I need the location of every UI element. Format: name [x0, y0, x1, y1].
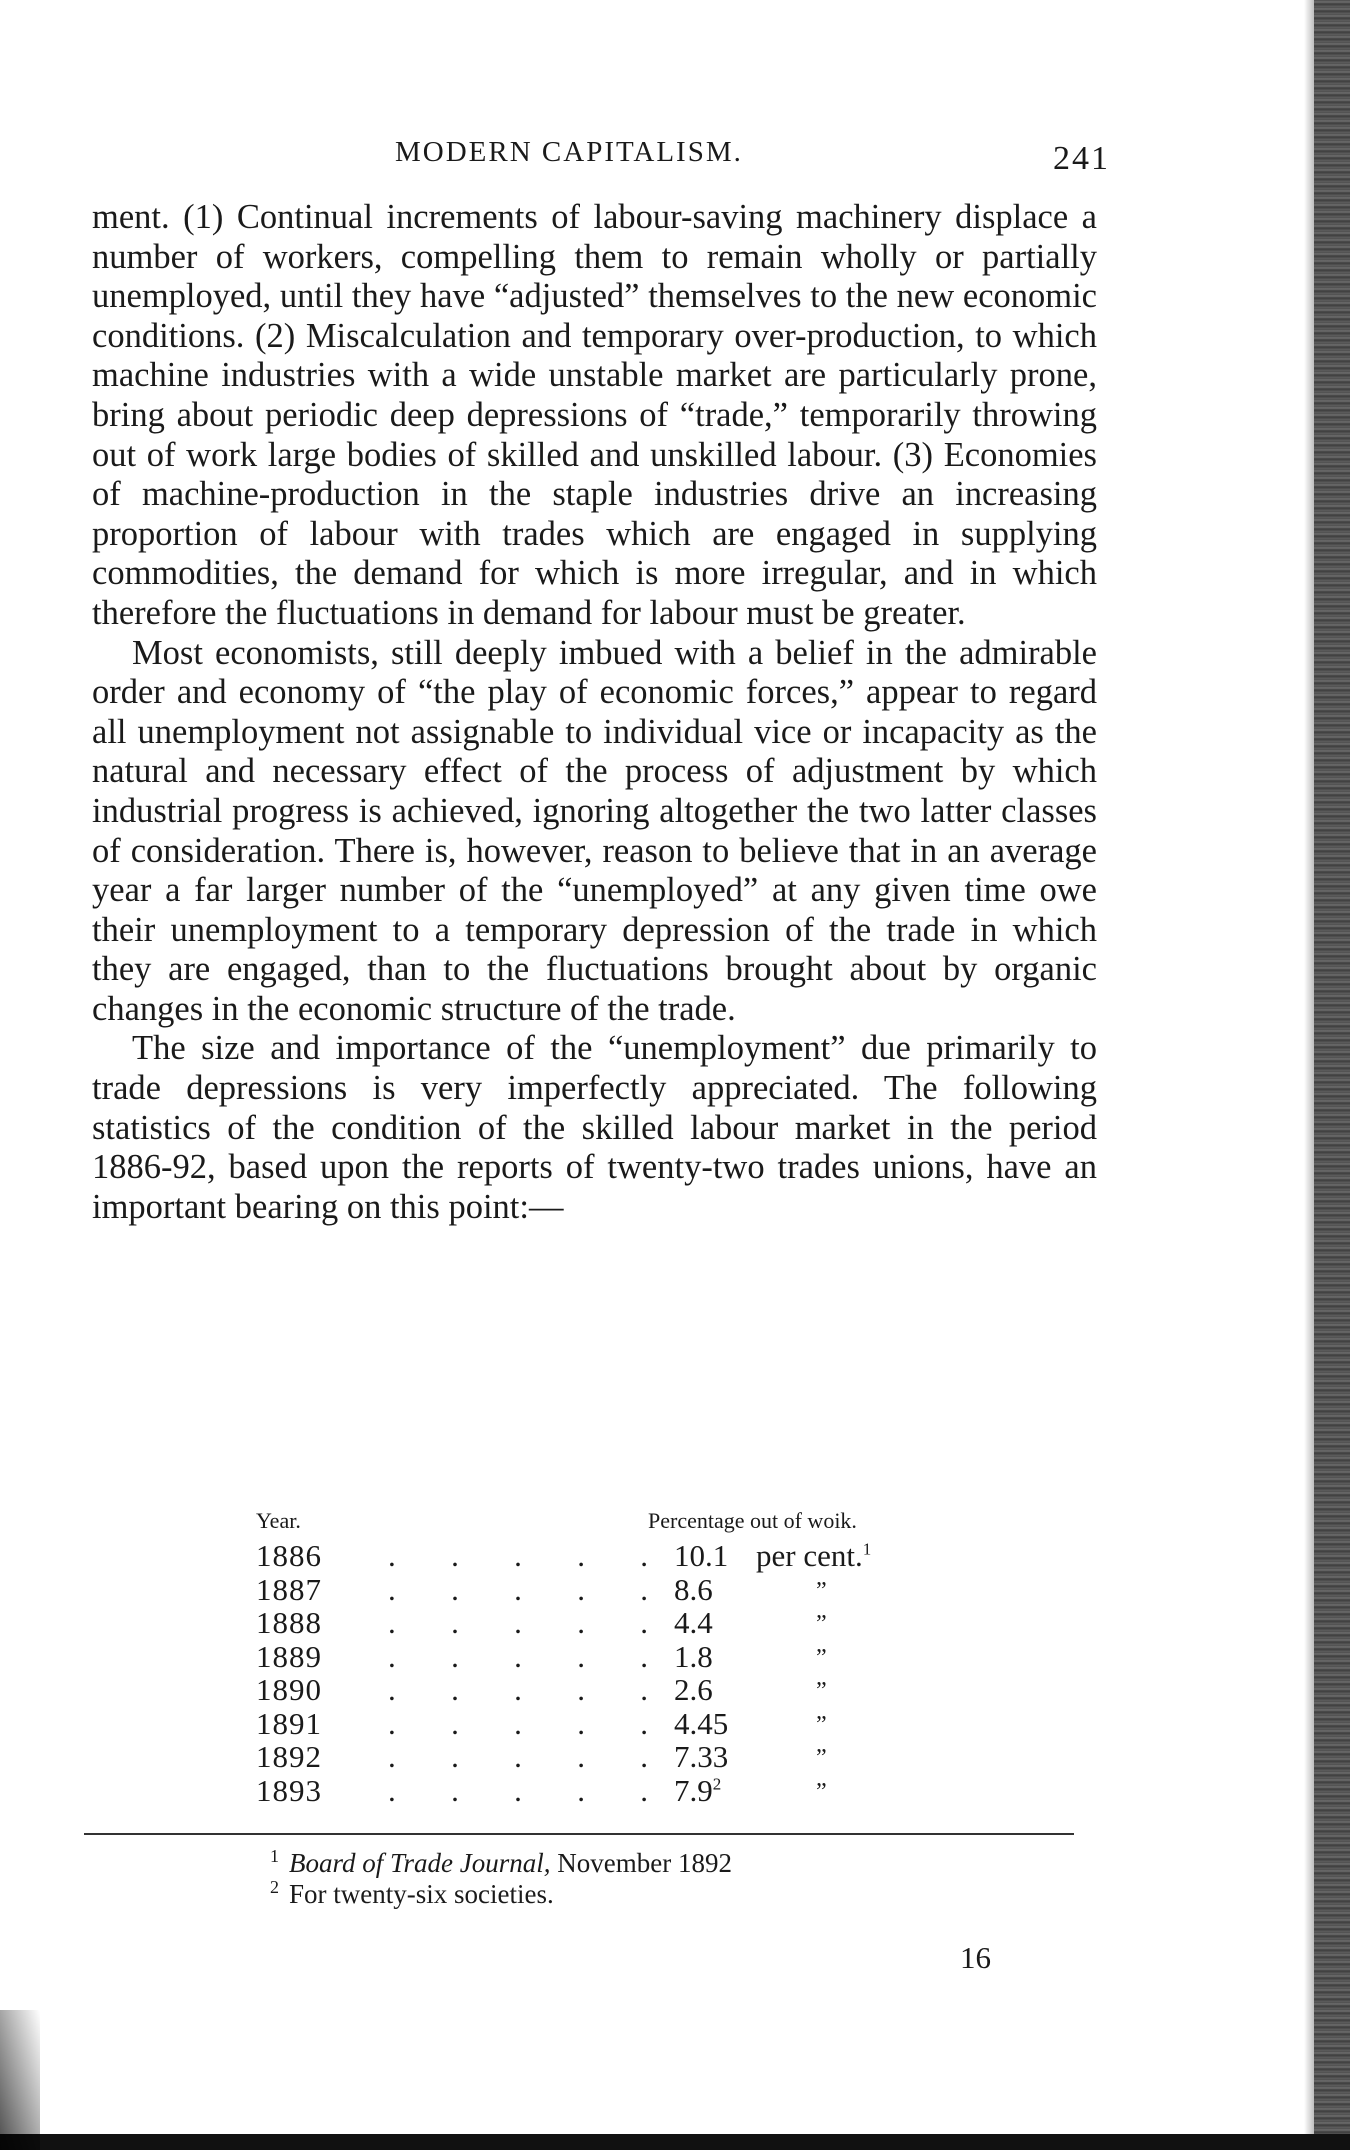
unit-text: ” — [816, 1644, 827, 1671]
percentage-value: 7.33 — [674, 1739, 729, 1774]
year-cell: 1889 — [256, 1638, 322, 1674]
year-cell: 1886 — [256, 1538, 322, 1573]
leader-dots: . . . . . — [388, 1672, 648, 1707]
leader-dots: . . . . . — [388, 1571, 648, 1607]
table-header — [256, 1508, 996, 1538]
footnote-mark: 1 — [270, 1846, 279, 1866]
paragraph: The size and importance of the “unemployment” due primarily to trade depressions is very imperfectly appreciated. The following statistics of the condition of the skilled labour market in the period 1886-92, based upon the reports of twenty-two trades unions, have an important bearing on this point:— — [92, 1029, 1097, 1226]
footnote-italic: Board of Trade Journal, — [289, 1848, 551, 1878]
percentage-value: 4.45 — [674, 1705, 729, 1741]
ditto-mark — [816, 1745, 827, 1772]
page-header — [90, 136, 1110, 176]
percentage-value: 10.1 — [674, 1538, 729, 1573]
table-row — [256, 1639, 996, 1673]
leader-dots: . . . . . — [388, 1772, 648, 1808]
column-header-year: Year. — [256, 1508, 301, 1533]
percentage-cell — [674, 1605, 713, 1641]
percentage-cell — [674, 1572, 713, 1608]
percentage-value: 2.6 — [674, 1672, 713, 1707]
table-row — [256, 1672, 996, 1706]
percentage-cell — [674, 1538, 728, 1574]
footnote-text: For twenty-six societies. — [289, 1879, 554, 1909]
scan-edge-right — [1314, 0, 1350, 2150]
percentage-cell — [674, 1706, 728, 1742]
table-row — [256, 1605, 996, 1639]
unit-text: ” — [816, 1678, 827, 1704]
ditto-mark — [816, 1779, 827, 1806]
leader-dots: . . . . . — [388, 1605, 648, 1640]
percentage-value: 8.6 — [674, 1571, 713, 1607]
unit-label — [756, 1538, 871, 1574]
table-row — [256, 1706, 996, 1740]
percentage-value: 4.4 — [674, 1605, 713, 1640]
year-cell: 1887 — [256, 1571, 322, 1607]
table-row — [256, 1572, 996, 1606]
body-text — [92, 198, 1097, 1227]
leader-dots: . . . . . — [388, 1705, 648, 1741]
year-cell: 1890 — [256, 1672, 322, 1707]
unit-text: per cent. — [756, 1538, 863, 1573]
table-row — [256, 1773, 996, 1807]
signature-mark: 16 — [960, 1940, 991, 1975]
scan-edge-bottom — [0, 2134, 1350, 2150]
percentage-cell — [674, 1773, 721, 1809]
paragraph: ment. (1) Continual increments of labour-saving machinery displace a number of workers, compelling them to remain wholly or partially unemployed, until they have “adjusted” themselves to the new economic conditions. (2) Miscalculation and temporary over-production, to which machine industries with a wide unstable market are particularly prone, bring about periodic deep depressions of “trade,” temporarily throwing out of work large bodies of skilled and unskilled labour. (3) Economies of machine-production in the staple industries drive an increasing proportion of labour with trades which are engaged in supplying commodities, the demand for which is more irregular, and in which therefore the fluctuations in demand for labour must be greater. — [92, 198, 1097, 632]
footnote-mark: 2 — [270, 1877, 279, 1897]
ditto-mark — [816, 1578, 827, 1605]
percentage-value: 7.9 — [674, 1772, 713, 1808]
ditto-mark — [816, 1645, 827, 1672]
table-row — [256, 1538, 996, 1572]
unit-text: ” — [816, 1778, 827, 1805]
percentage-cell — [674, 1739, 728, 1775]
year-cell: 1888 — [256, 1605, 322, 1640]
footnote — [270, 1848, 732, 1879]
percentage-value: 1.8 — [674, 1638, 713, 1674]
leader-dots: . . . . . — [388, 1739, 648, 1774]
percentage-cell — [674, 1672, 713, 1708]
binding-shadow — [1304, 0, 1314, 2150]
running-title: MODERN CAPITALISM. — [395, 136, 743, 168]
ditto-mark — [816, 1678, 827, 1705]
footnote-rule — [84, 1833, 1074, 1835]
footnotes — [270, 1848, 732, 1910]
footnote-reference: 2 — [712, 1774, 722, 1794]
statistics-table — [256, 1508, 996, 1806]
leader-dots: . . . . . — [388, 1538, 648, 1573]
footnote — [270, 1879, 732, 1910]
paragraph: Most economists, still deeply imbued with a belief in the admirable order and economy of “the play of economic forces,” appear to regard all unemployment not assignable to individual vice or incapacity as the natural and necessary effect of the process of adjustment by which industrial progress is achieved, ignoring altogether the two latter classes of consideration. There is, however, reason to believe that in an average year a far larger number of the “unemployed” at any given time owe their unemployment to a temporary depression of the trade in which they are engaged, than to the fluctuations brought about by organic changes in the economic structure of the trade. — [92, 633, 1097, 1028]
year-cell: 1891 — [256, 1705, 322, 1741]
ditto-mark — [816, 1712, 827, 1739]
unit-text: ” — [816, 1611, 827, 1637]
table-row — [256, 1739, 996, 1773]
ditto-mark — [816, 1611, 827, 1638]
percentage-cell — [674, 1639, 713, 1675]
column-header-percentage: Percentage out of woik. — [648, 1508, 857, 1533]
footnote-text: November 1892 — [550, 1848, 732, 1878]
page-number: 241 — [1053, 140, 1110, 177]
year-cell: 1893 — [256, 1772, 322, 1808]
leader-dots: . . . . . — [388, 1638, 648, 1674]
unit-text: ” — [816, 1711, 827, 1738]
footnote-reference: 1 — [862, 1539, 872, 1559]
year-cell: 1892 — [256, 1739, 322, 1774]
unit-text: ” — [816, 1745, 827, 1771]
scan-corner-shadow — [0, 2010, 40, 2150]
unit-text: ” — [816, 1577, 827, 1604]
